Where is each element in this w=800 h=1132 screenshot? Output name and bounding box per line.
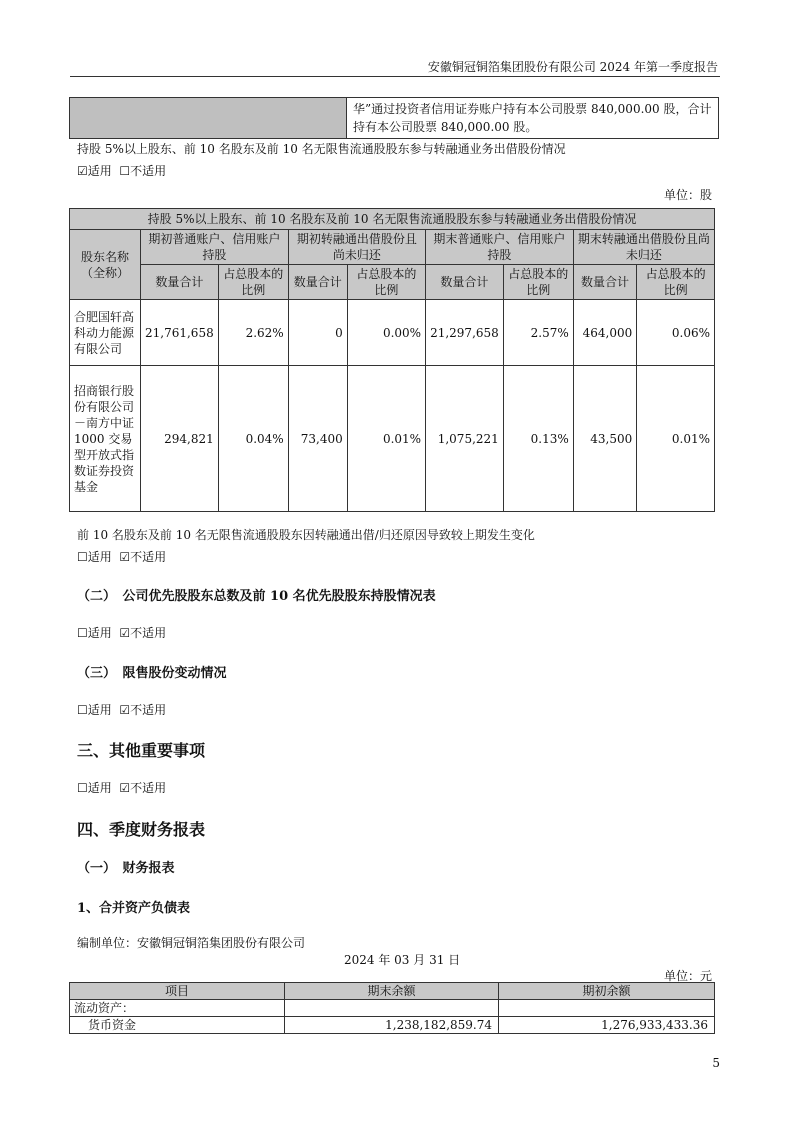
unit-label: 单位：元 <box>663 969 712 983</box>
cell-value: 0.06% <box>637 300 715 366</box>
col-group-2: 期末普通账户、信用账户持股 <box>426 230 574 265</box>
checkbox-not-applicable[interactable]: ☑不适用 <box>119 550 167 564</box>
other-checkbox-row <box>77 779 166 796</box>
checkbox-applicable[interactable]: ☐适用 <box>77 550 112 564</box>
col-group-3: 期末转融通出借股份且尚未归还 <box>573 230 714 265</box>
balance-sheet-heading: 1、合并资产负债表 <box>77 901 191 916</box>
header-divider <box>70 76 720 77</box>
cell-value: 294,821 <box>141 366 219 512</box>
preparer-label: 编制单位：安徽铜冠铜箔集团股份有限公司 <box>77 936 306 950</box>
cell-value <box>285 1000 499 1017</box>
checkbox-applicable[interactable]: ☐适用 <box>77 781 112 795</box>
cell-value: 1,075,221 <box>426 366 504 512</box>
col-header-begin: 期初余额 <box>499 983 715 1000</box>
cell-value: 0.04% <box>218 366 288 512</box>
checkbox-not-applicable[interactable]: ☑不适用 <box>119 626 167 640</box>
sub-header-ratio: 占总股本的比例 <box>637 265 715 300</box>
cell-value: 1,238,182,859.74 <box>285 1017 499 1034</box>
table-cell-text: 华”通过投资者信用证券账户持有本公司股票 840,000.00 股，合计持有本公司股票 840,000.00 股。 <box>347 98 719 139</box>
item-label: 货币资金 <box>70 1017 285 1034</box>
lending-section-title: 持股 5%以上股东、前 10 名股东及前 10 名无限售流通股股东参与转融通业务出借股份情况 <box>77 142 566 156</box>
col-group-0: 期初普通账户、信用账户持股 <box>141 230 289 265</box>
col-header-item: 项目 <box>70 983 285 1000</box>
sub-header-qty: 数量合计 <box>573 265 637 300</box>
change-checkbox-row <box>77 548 166 565</box>
cell-value: 43,500 <box>573 366 637 512</box>
col-group-1: 期初转融通出借股份且尚未归还 <box>288 230 425 265</box>
cell-value: 0 <box>288 300 347 366</box>
restricted-section-title: （三） 限售股份变动情况 <box>77 666 227 681</box>
preferred-section-title: （二） 公司优先股股东总数及前 10 名优先股股东持股情况表 <box>77 589 436 604</box>
page-number: 5 <box>712 1056 720 1070</box>
cell-value: 73,400 <box>288 366 347 512</box>
shareholder-name: 合肥国轩高科动力能源有限公司 <box>70 300 141 366</box>
restricted-checkbox-row <box>77 701 166 718</box>
checkbox-not-applicable[interactable]: ☐不适用 <box>119 164 167 178</box>
change-section-title: 前 10 名股东及前 10 名无限售流通股股东因转融通出借/归还原因导致较上期发生变化 <box>77 528 535 542</box>
cell-value: 21,297,658 <box>426 300 504 366</box>
unit-label: 单位：股 <box>663 188 712 202</box>
sub-header-ratio: 占总股本的比例 <box>503 265 573 300</box>
cell-value: 21,761,658 <box>141 300 219 366</box>
page-header-title: 安徽铜冠铜箔集团股份有限公司 2024 年第一季度报告 <box>427 60 718 74</box>
cell-value: 0.00% <box>347 300 425 366</box>
lending-table <box>69 208 715 512</box>
report-date: 2024 年 03 月 31 日 <box>344 953 461 967</box>
checkbox-applicable[interactable]: ☐适用 <box>77 626 112 640</box>
sub-header-qty: 数量合计 <box>141 265 219 300</box>
cell-value: 464,000 <box>573 300 637 366</box>
sub-header-qty: 数量合计 <box>426 265 504 300</box>
other-section-heading: 三、其他重要事项 <box>77 741 206 760</box>
table-row <box>70 1017 715 1034</box>
checkbox-applicable[interactable]: ☑适用 <box>77 164 112 178</box>
cell-value <box>499 1000 715 1017</box>
checkbox-not-applicable[interactable]: ☑不适用 <box>119 781 167 795</box>
shareholder-name: 招商银行股份有限公司－南方中证 1000 交易型开放式指数证券投资基金 <box>70 366 141 512</box>
financial-subheading: （一） 财务报表 <box>77 861 175 876</box>
lending-checkbox-row <box>77 162 166 179</box>
checkbox-applicable[interactable]: ☐适用 <box>77 703 112 717</box>
col-header-name: 股东名称（全称） <box>70 230 141 300</box>
table-row <box>70 300 715 366</box>
cell-value: 2.62% <box>218 300 288 366</box>
cell-value: 2.57% <box>503 300 573 366</box>
checkbox-not-applicable[interactable]: ☑不适用 <box>119 703 167 717</box>
cell-value: 0.01% <box>347 366 425 512</box>
cell-value: 1,276,933,433.36 <box>499 1017 715 1034</box>
table-cell-gray <box>70 98 347 139</box>
cell-value: 0.01% <box>637 366 715 512</box>
cell-value: 0.13% <box>503 366 573 512</box>
balance-sheet-table <box>69 982 715 1034</box>
sub-header-ratio: 占总股本的比例 <box>218 265 288 300</box>
table-row <box>70 366 715 512</box>
sub-header-ratio: 占总股本的比例 <box>347 265 425 300</box>
col-header-end: 期末余额 <box>285 983 499 1000</box>
continued-table <box>69 97 719 139</box>
lending-table-caption: 持股 5%以上股东、前 10 名股东及前 10 名无限售流通股股东参与转融通业务出借股份情况 <box>70 209 715 230</box>
table-row <box>70 1000 715 1017</box>
financial-section-heading: 四、季度财务报表 <box>77 820 206 839</box>
item-label: 流动资产： <box>70 1000 285 1017</box>
sub-header-qty: 数量合计 <box>288 265 347 300</box>
preferred-checkbox-row <box>77 624 166 641</box>
